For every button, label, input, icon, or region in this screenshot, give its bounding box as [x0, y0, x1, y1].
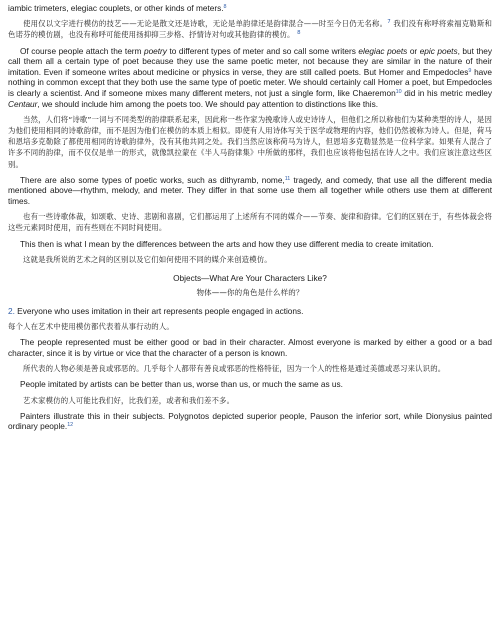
- paragraph-en-14: [8, 411, 492, 432]
- paragraph-zh-5: 也有一些诗歌体裁，如颂歌、史诗、悲剧和喜剧，它们都运用了上述所有不同的媒介——节奏、旋律和韵律。它们的区别在于，有些体裁会将这些元素同时使用，而有些则在不同时间使用。: [8, 212, 492, 233]
- paragraph-en-4: [8, 175, 492, 207]
- text: Painters illustrate this in their subjects. Polygnotos depicted superior people, Pauson the inferior sort, while Dionysius painted ordinary people.: [8, 410, 492, 432]
- text: Everyone who uses imitation in their art represents people engaged in actions.: [14, 305, 304, 316]
- paragraph-zh-11: 所代表的人物必须是善良或邪恶的。几乎每个人都带有善良或邪恶的性格特征，因为一个人的性格是通过美德或恶习来认识的。: [23, 364, 446, 374]
- text: iambic trimeters, elegiac couplets, or other kinds of meters.: [8, 3, 224, 13]
- text: , we should include him among the poets too. We should pay attention to distinctions like this.: [37, 98, 379, 109]
- italic-term: epic poets: [419, 45, 458, 56]
- section-heading-en: Objects—What Are Your Characters Like?: [173, 272, 327, 283]
- paragraph-en-0: [8, 3, 492, 14]
- footnote-marker[interactable]: 10: [395, 89, 402, 96]
- footnote-marker[interactable]: 9: [468, 67, 472, 74]
- footnote-marker[interactable]: 8: [297, 30, 301, 37]
- paragraph-en-10: The people represented must be either good or bad in their character. Almost everyone is marked by either a good or a bad character, since it is by virtue or vice that the character of a person is known.: [8, 337, 492, 358]
- paragraph-zh-13: 艺术家模仿的人可能比我们好，比我们差，或者和我们差不多。: [23, 395, 235, 405]
- text: did in his metric medley: [401, 87, 492, 98]
- section-number: 2.: [8, 305, 15, 316]
- paragraph-zh-9: 每个人在艺术中使用模仿都代表着从事行动的人。: [8, 322, 174, 332]
- paragraph-zh-3: 当然，人们将“诗歌”一词与不同类型的韵律联系起来，因此称一些作家为挽歌诗人或史诗诗人，但他们之所以称他们为某种类型的诗人，是因为他们使用相同的诗歌韵律，而不是因为他们在模仿的本质上相似。即使有人用诗体写关于医学或物理的内容，他们仍然被称为诗人。但是，荷马和恩培多克勒除了都使用相同的诗歌韵律外，没有其他共同之处。我们当然应该称荷马为诗人，但恩培多克勒显然是一位科学家。如果有人混合了许多不同的韵律，而不仅仅是单一的形式，就像凯拉蒙在《半人马韵律集》中所做的那样，我们也应该将他包括在诗人之中。我们应该注意这些区别。: [8, 114, 492, 169]
- paragraph-en-12: People imitated by artists can be better than us, worse than us, or much the same as us.: [20, 379, 343, 390]
- footnote-marker[interactable]: 8: [223, 4, 227, 11]
- paragraph-en-2: [8, 46, 492, 110]
- italic-title: Centaur: [8, 98, 38, 109]
- footnote-marker[interactable]: 12: [67, 422, 74, 429]
- footnote-marker[interactable]: 7: [387, 19, 391, 26]
- paragraph-en-6: This then is what I mean by the differences between the arts and how they use different media to create imitation.: [20, 238, 434, 249]
- text: tragedy, and comedy, that use all the different media mentioned above—rhythm, melody, and meter. They differ in that some use them all together while others use them at different times.: [8, 174, 492, 206]
- italic-term: elegiac poets: [358, 45, 408, 56]
- paragraph-zh-1: [8, 18, 492, 40]
- footnote-marker[interactable]: 11: [284, 175, 291, 182]
- text: to different types of meter and so call some writers: [166, 45, 359, 56]
- text: , but they call them all a certain type of poet because they use the same poetic meter, not because they are similar in the nature of their imitation. Even if someone writes about medicine or physics in verse, they are still called poets. But Homer and Empedocles: [8, 45, 493, 77]
- paragraph-zh-7: 这就是我所说的艺术之间的区别以及它们如何使用不同的媒介来创造模仿。: [23, 254, 272, 264]
- section-heading-zh: 物体——你的角色是什么样的？: [196, 287, 304, 297]
- paragraph-en-8: [8, 306, 492, 317]
- text: have nothing in common except that they both use the same type of poetic meter. We should certainly call Homer a poet, but Empedocles is clearly a scientist. And if someone mixes many different meters, not just a single form, like Chaeremon: [8, 66, 492, 98]
- text: There are also some types of poetic works, such as dithyramb, nome,: [20, 174, 285, 185]
- text: 我们没有称呼将索福克勒斯和色诺芬的模仿剧，也没有称呼可能使用扬抑抑三步格、抒情诗对句或其他韵律的模仿。: [8, 19, 493, 40]
- italic-term: poetry: [143, 45, 167, 56]
- text: 使用仅以文字进行模仿的技艺——无论是散文还是诗歌，无论是单韵律还是韵律混合——时至今日仍无名称。: [23, 19, 388, 29]
- text: or: [407, 45, 420, 56]
- text: Of course people attach the term: [20, 45, 144, 56]
